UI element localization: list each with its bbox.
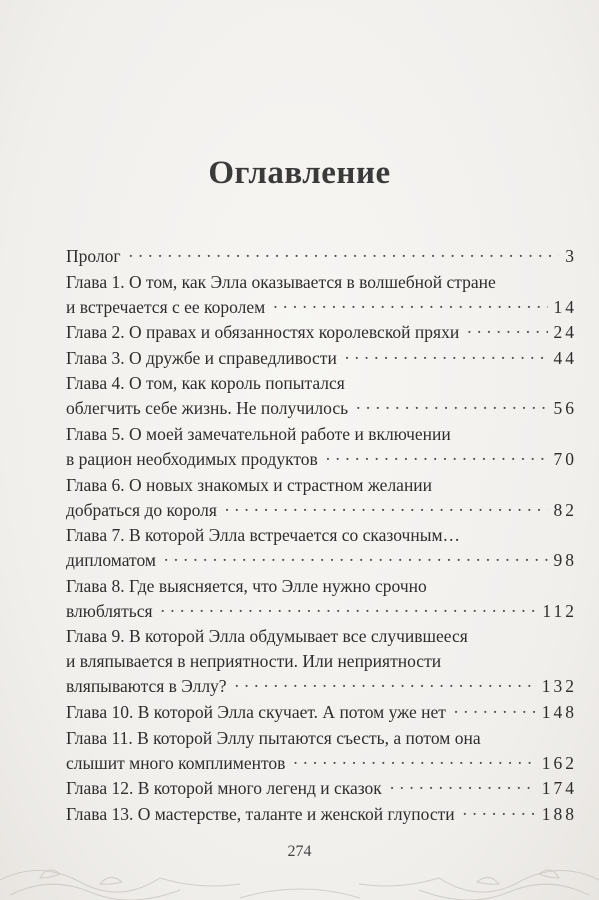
toc-page-number: 44	[553, 347, 577, 368]
toc-entry[interactable]	[66, 523, 577, 573]
toc-entry-title: Глава 12. В которой много легенд и сказок	[66, 778, 382, 799]
toc-page-number: 3	[565, 246, 577, 266]
toc-entry[interactable]	[66, 624, 577, 699]
floral-ornament-decoration	[0, 840, 599, 900]
toc-entry-title-line: Глава 7. В которой Элла встречается со сказочным…	[66, 525, 461, 546]
toc-page-number: 174	[541, 778, 577, 799]
toc-entry-title-line: Глава 8. Где выясняется, что Элле нужно срочно	[66, 575, 427, 596]
dot-leader	[225, 498, 548, 516]
dot-leader	[326, 447, 548, 465]
toc-row	[66, 244, 577, 269]
dot-leader	[390, 777, 536, 795]
dot-leader	[161, 599, 537, 617]
toc-entry-title-line: Глава 1. О том, как Элла оказывается в волшебной стране	[66, 271, 496, 292]
dot-leader	[463, 802, 536, 820]
toc-entry-title-line: Глава 5. О моей замечательной работе и включении	[66, 423, 451, 444]
toc-entry-title: дипломатом	[66, 550, 156, 571]
toc-row	[66, 751, 577, 776]
toc-row	[66, 346, 577, 371]
toc-row	[66, 548, 577, 573]
toc-row	[66, 447, 577, 472]
toc-page-number: 162	[541, 752, 577, 773]
table-of-contents	[66, 244, 577, 827]
toc-entry[interactable]	[66, 574, 577, 624]
toc-page-number: 148	[541, 701, 577, 722]
toc-entry[interactable]	[66, 371, 577, 421]
toc-entry-title-line: Глава 4. О том, как король попытался	[66, 373, 345, 394]
toc-entry[interactable]	[66, 346, 577, 371]
toc-entry[interactable]	[66, 776, 577, 801]
toc-entry-title: Пролог	[66, 246, 121, 266]
toc-entry[interactable]	[66, 802, 577, 827]
toc-row	[66, 396, 577, 421]
toc-entry-title-line: Глава 11. В которой Эллу пытаются съесть, а потом она	[66, 727, 481, 748]
toc-row	[66, 295, 577, 320]
toc-page-number: 112	[542, 600, 577, 621]
page-number: 274	[287, 843, 312, 860]
dot-leader	[454, 700, 536, 718]
toc-page-number: 24	[553, 322, 577, 343]
toc-row	[66, 599, 577, 624]
toc-entry-title-line: Глава 6. О новых знакомых и страстном желании	[66, 474, 433, 495]
toc-entry-title: облегчить себе жизнь. Не получилось	[66, 398, 349, 419]
toc-row	[66, 802, 577, 827]
toc-entry[interactable]	[66, 320, 577, 345]
toc-page-number: 56	[553, 398, 577, 419]
toc-page-number: 82	[553, 499, 577, 520]
dot-leader	[164, 549, 548, 567]
toc-entry-title: Глава 3. О дружбе и справедливости	[66, 347, 337, 368]
dot-leader	[273, 295, 547, 313]
toc-row	[66, 700, 577, 725]
toc-page-number: 14	[553, 296, 577, 317]
toc-row	[66, 674, 577, 699]
toc-entry-title: слышит много комплиментов	[66, 752, 286, 773]
toc-entry-title: вляпываются в Эллу?	[66, 676, 227, 697]
toc-entry-title: Глава 10. В которой Элла скучает. А потом уже нет	[66, 701, 446, 722]
toc-entry[interactable]	[66, 244, 577, 269]
toc-row	[66, 776, 577, 801]
toc-entry-title: в рацион необходимых продуктов	[66, 448, 318, 469]
toc-page-number: 98	[553, 550, 577, 571]
dot-leader	[293, 751, 535, 769]
toc-entry-title: и встречается с ее королем	[66, 296, 266, 317]
toc-entry[interactable]	[66, 473, 577, 523]
toc-entry-title: добраться до короля	[66, 499, 217, 520]
dot-leader	[235, 675, 536, 693]
dot-leader	[345, 346, 548, 364]
dot-leader	[356, 397, 547, 415]
toc-entry[interactable]	[66, 270, 577, 320]
page-title: Оглавление	[208, 155, 391, 191]
toc-page-number: 188	[541, 803, 577, 824]
toc-row	[66, 498, 577, 523]
dot-leader	[467, 321, 547, 339]
toc-row	[66, 320, 577, 345]
toc-page-number: 70	[553, 448, 577, 469]
toc-entry[interactable]	[66, 726, 577, 776]
toc-entry-title-line: Глава 9. В которой Элла обдумывает все случившееся и вляпывается в неприятности. Или неприятности	[66, 626, 468, 672]
toc-entry[interactable]	[66, 700, 577, 725]
toc-entry[interactable]	[66, 422, 577, 472]
toc-entry-title: Глава 2. О правах и обязанностях королевской пряхи	[66, 322, 460, 343]
toc-entry-title: Глава 13. О мастерстве, таланте и женской глупости	[66, 803, 455, 824]
toc-entry-title: влюбляться	[66, 600, 153, 621]
toc-page-number: 132	[541, 676, 577, 697]
dot-leader	[129, 245, 560, 263]
